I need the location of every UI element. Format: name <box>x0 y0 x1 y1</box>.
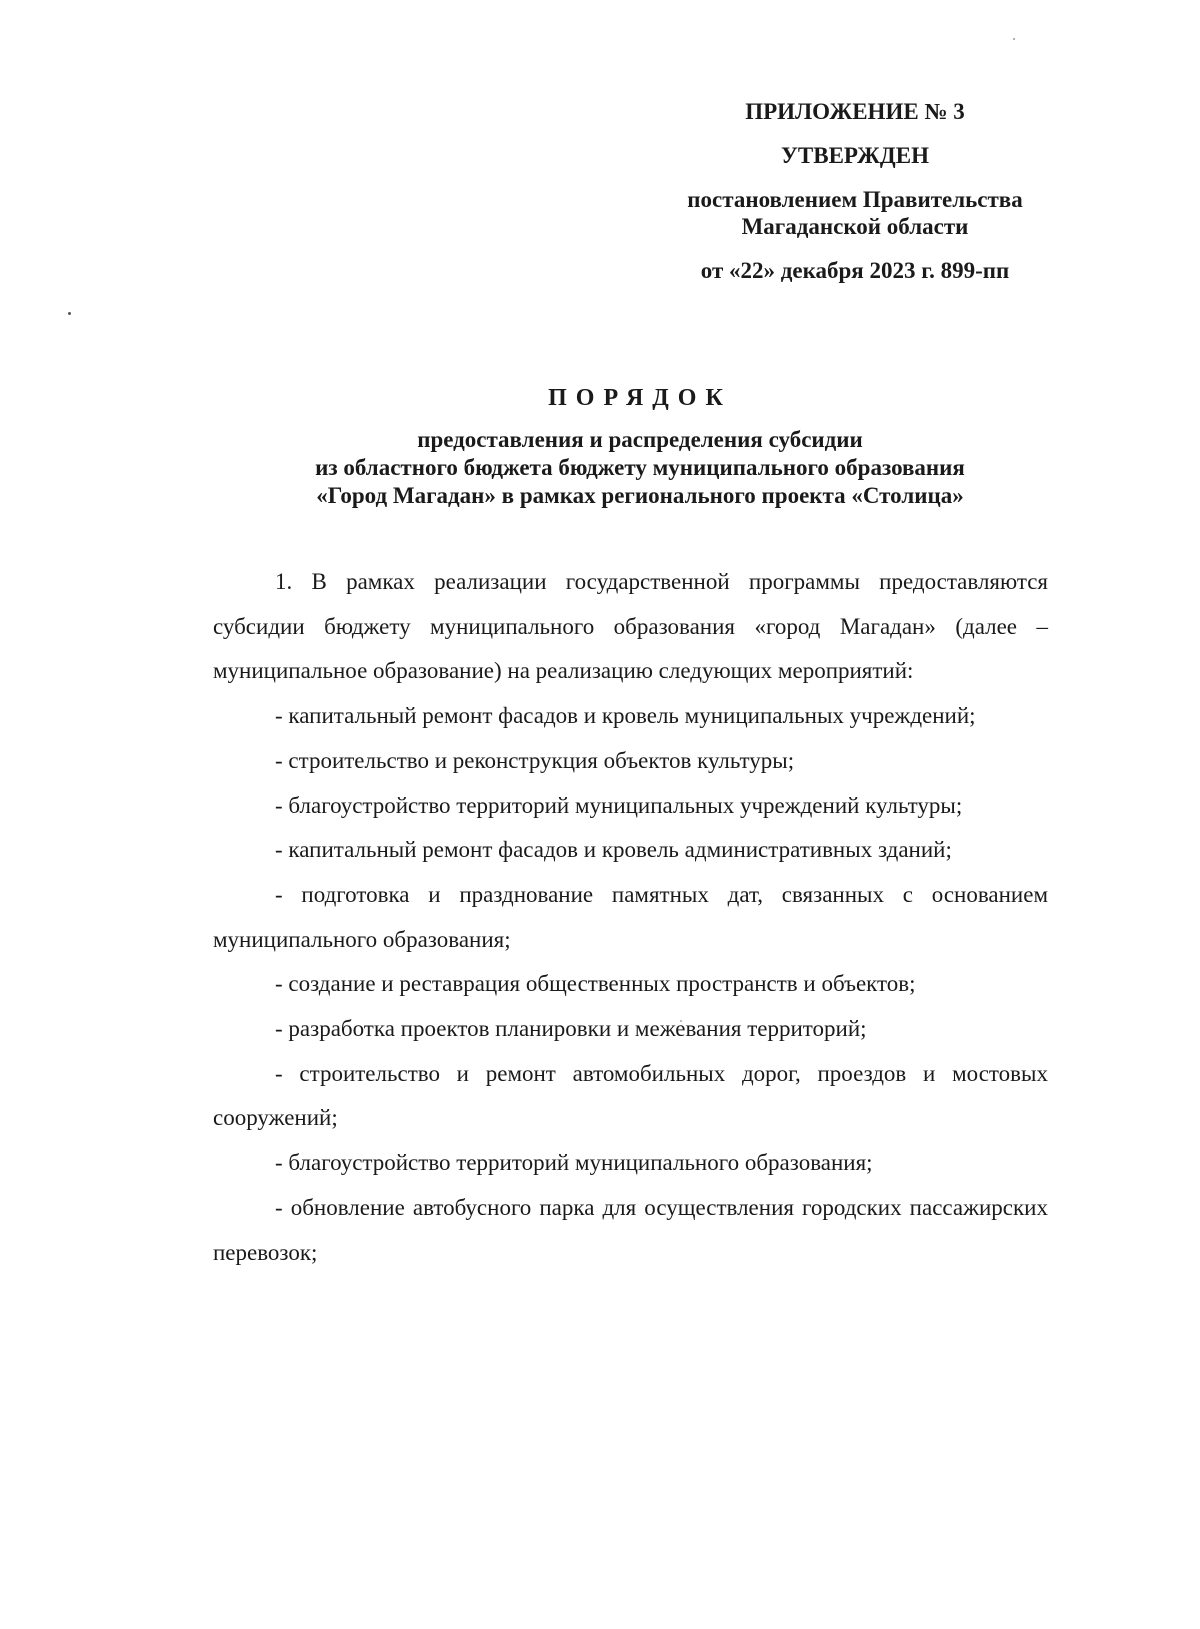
approved-heading: УТВЕРЖДЕН <box>781 143 929 168</box>
scan-speck <box>68 312 71 315</box>
decree-line-2: Магаданской области <box>741 214 969 239</box>
title-line-3: «Город Магадан» в рамках регионального проекта «Столица» <box>316 483 964 508</box>
list-item: - подготовка и празднование памятных дат, связанных с основанием муниципального образования; <box>213 881 1048 952</box>
document-title-block <box>200 383 1080 510</box>
document-title: ПОРЯДОК <box>548 385 732 411</box>
decree-line-1: постановлением Правительства <box>687 187 1023 212</box>
list-item: - разработка проектов планировки и межевания территорий; <box>275 1016 867 1042</box>
list-item: - капитальный ремонт фасадов и кровель муниципальных учреждений; <box>275 703 976 729</box>
title-line-1: предоставления и распределения субсидии <box>417 427 863 452</box>
list-item: - капитальный ремонт фасадов и кровель административных зданий; <box>275 837 952 863</box>
list-item: - благоустройство территорий муниципального образования; <box>275 1150 873 1176</box>
decree-date: от «22» декабря 2023 г. 899-пп <box>700 258 1010 283</box>
document-body <box>213 560 1048 1275</box>
appendix-number: ПРИЛОЖЕНИЕ № 3 <box>745 99 965 124</box>
list-item: - благоустройство территорий муниципальных учреждений культуры; <box>275 792 963 818</box>
list-item: - обновление автобусного парка для осуществления городских пассажирских перевозок; <box>213 1194 1048 1265</box>
list-item: - строительство и реконструкция объектов культуры; <box>275 747 795 773</box>
title-line-2: из областного бюджета бюджету муниципального образования <box>315 455 965 480</box>
scan-speck <box>1013 38 1015 40</box>
list-item: - создание и реставрация общественных пространств и объектов; <box>275 971 916 997</box>
list-item: - строительство и ремонт автомобильных дорог, проездов и мостовых сооружений; <box>213 1060 1048 1131</box>
paragraph-1: 1. В рамках реализации государственной программы предоставляются субсидии бюджету муниципального образования «город Магадан» (далее – муниципальное образование) на реализацию следующих мероприятий: <box>213 569 1048 684</box>
approval-block <box>650 98 1060 284</box>
